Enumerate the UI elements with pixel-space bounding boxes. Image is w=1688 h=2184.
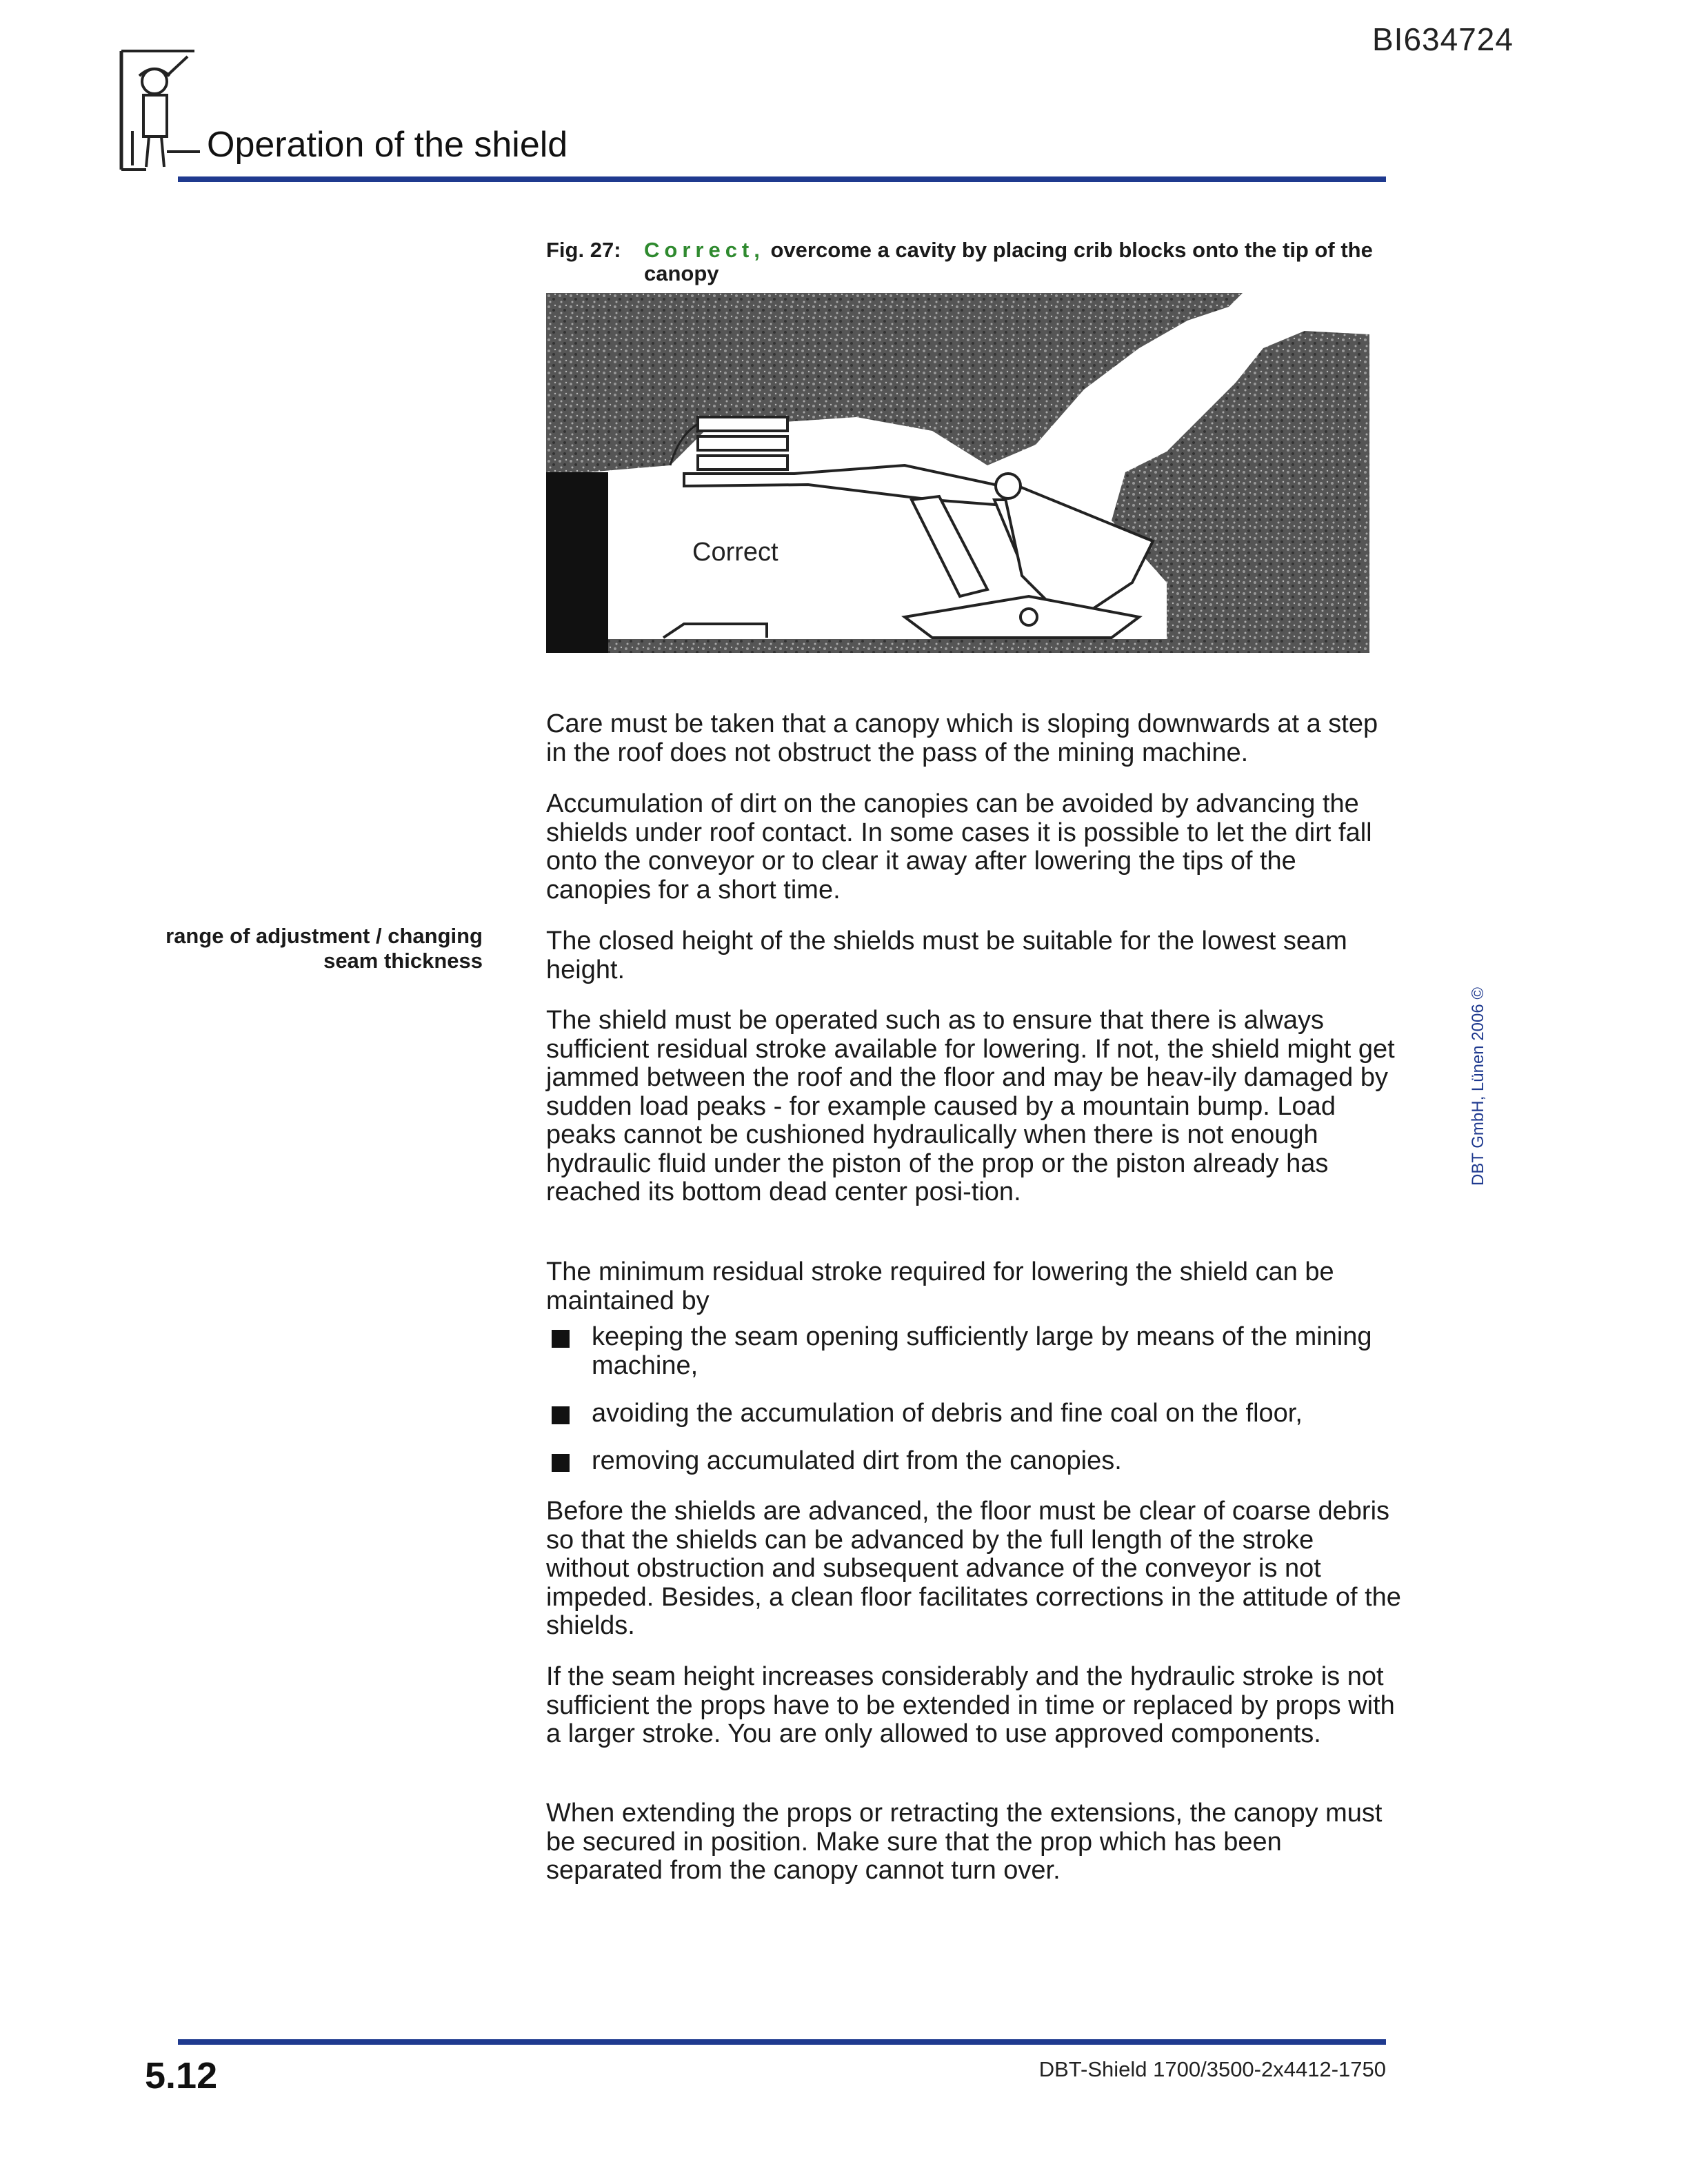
shield-cavity-figure	[546, 293, 1369, 653]
figure-number: Fig. 27:	[546, 238, 621, 262]
list-item: avoiding the accumulation of debris and fine coal on the floor,	[552, 1399, 1400, 1428]
paragraph-dirt-accumulation: Accumulation of dirt on the canopies can be avoided by advancing the shields under roof contact. In some cases it is possible to let the dirt fall onto the conveyor or to clear it away after lowering the tips of the canopies for a short time.	[546, 789, 1372, 904]
bullet-square-icon	[552, 1330, 570, 1348]
bullet-square-icon	[552, 1454, 570, 1472]
header-rule	[178, 176, 1386, 182]
list-item: removing accumulated dirt from the canopies.	[552, 1447, 1400, 1476]
margin-note: range of adjustment / changing seam thickness	[165, 924, 483, 973]
caption-rest: overcome a cavity by placing crib blocks onto the tip of the canopy	[644, 238, 1373, 285]
figure-caption-text	[644, 239, 1394, 285]
page-number: 5.12	[145, 2055, 218, 2096]
paragraph-closed-height: The closed height of the shields must be suitable for the lowest seam height.	[546, 927, 1347, 984]
paragraph-clear-floor: Before the shields are advanced, the floor must be clear of coarse debris so that the shields can be advanced by the full length of the stroke without obstruction and subsequent advance of the conveyor is not impeded. Besides, a clean floor facilitates corrections in the attitude of the shields.	[546, 1497, 1401, 1640]
page-section-title: Operation of the shield	[207, 125, 568, 165]
bullet-square-icon	[552, 1406, 570, 1424]
paragraph-residual-stroke: The shield must be operated such as to ensure that there is always sufficient residual stroke available for lowering. If not, the shield might get jammed between the roof and the floor and may be heav-ily damaged by sudden load peaks - for example caused by a mountain bump. Load peaks cannot be cushioned hydraulically when there is not enough hydraulic fluid under the piston of the prop or the piston already has reached its bottom dead center posi-tion.	[546, 1006, 1395, 1206]
paragraph-minimum-stroke: The minimum residual stroke required for lowering the shield can be maintained by	[546, 1257, 1334, 1315]
paragraph-extending-props: When extending the props or retracting the extensions, the canopy must be secured in position. Make sure that the prop which has been separated from the canopy cannot turn over.	[546, 1799, 1383, 1885]
figure-caption	[546, 239, 1394, 285]
miner-operator-icon	[119, 48, 201, 172]
paragraph-seam-height: If the seam height increases considerably and the hydraulic stroke is not sufficient the props have to be extended in time or replaced by props with a larger stroke. You are only allowed to use approved components.	[546, 1662, 1395, 1748]
list-item: keeping the seam opening sufficiently large by means of the mining machine,	[552, 1323, 1400, 1380]
caption-highlight: Correct,	[644, 238, 765, 262]
footer-rule	[178, 2039, 1386, 2045]
paragraph-canopy-step: Care must be taken that a canopy which is sloping downwards at a step in the roof does not obstruct the pass of the mining machine.	[546, 709, 1378, 767]
figure-label-correct: Correct	[692, 538, 778, 567]
footer-reference: DBT-Shield 1700/3500-2x4412-1750	[1038, 2057, 1386, 2081]
side-copyright: DBT GmbH, Lünen 2006 ©	[1469, 987, 1487, 1186]
document-id: BI634724	[1372, 21, 1514, 57]
